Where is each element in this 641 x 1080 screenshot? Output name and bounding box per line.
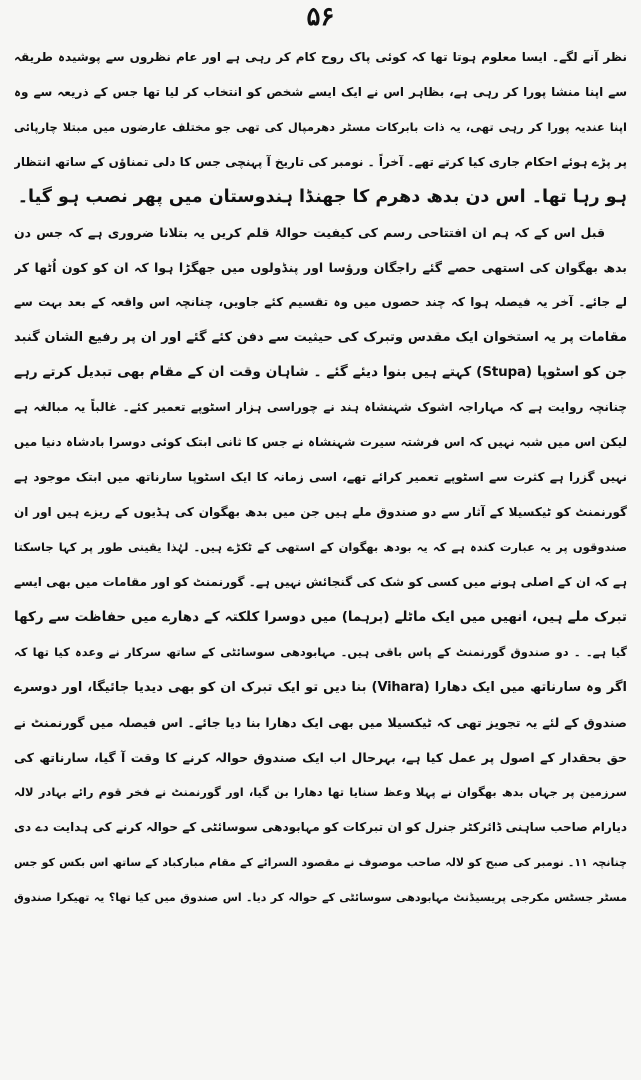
- text-line: صندوقوں پر یہ عبارت کندہ ہے کہ یہ بودھ بھگوان کے استھی کے ٹکڑے ہیں۔ لہٰذا یقینی طور پر کہا جاسکتا: [14, 540, 627, 554]
- text-line: چنانچہ روایت ہے کہ مہاراجہ اشوک شہنشاہ ہند نے چوراسی ہزار اسٹوپے تعمیر کئے۔ غالباً یہ مبالغہ ہے: [14, 400, 627, 414]
- text-line: جن کو اسٹوپا (Stupa) کہتے ہیں بنوا دیئے گئے ۔ شاہان وقت ان کے مقام بھی تبدیل کرتے رہے: [14, 364, 627, 380]
- text-line: گورنمنٹ کو ٹیکسیلا کے آثار سے دو صندوق ملے ہیں جن میں بدھ بھگوان کی ہڈیوں کے ریزے ہیں اور ان: [14, 505, 627, 519]
- text-line: مقامات پر یہ استخوان ایک مقدس وتبرک کی حیثیت سے دفن کئے گئے اور ان پر رفیع الشان گنبد: [14, 330, 627, 345]
- text-line: تبرک ملے ہیں، انھیں میں ایک ماٹلے (برہما) میں دوسرا کلکتہ کے دھارے میں حفاظت سے رکھا: [14, 609, 627, 625]
- text-line: صندوق کے لئے یہ تجویز تھی کہ ٹیکسیلا میں بھی ایک دھارا بنا دیا جائے۔ اس فیصلہ میں گورنمنٹ نے: [14, 715, 627, 730]
- text-line: دیارام صاحب ساہنی ڈائرکٹر جنرل کو ان تبرکات کو مہابودھی سوسائٹی کے حوالہ کرنے کی ہدایت دے دی: [14, 820, 627, 834]
- text-line: اپنا عندیہ پورا کر رہی تھی، یہ ذات بابرکات مسٹر دھرمپال کی تھی جو مختلف عارضوں میں مبتلا چارپائی: [14, 120, 627, 134]
- text-line: چنانچہ ۱۱۔ نومبر کی صبح کو لالہ صاحب موصوف نے مقصود السرائے کے مقام مبارکباد کے ساتھ اس بکس کو جس: [14, 856, 627, 869]
- text-line: لیکن اس میں شبہ نہیں کہ اس فرشتہ سیرت شہنشاہ نے جس کا ثانی ابتک کوئی دوسرا بادشاہ دنیا میں: [14, 435, 627, 449]
- text-line: اگر وہ سارناتھ میں ایک دھارا (Vihara) بنا دیں تو ایک تبرک ان کو بھی دیدیا جائیگا، اور دوسرے: [14, 680, 627, 695]
- text-line: سے اپنا منشا پورا کر رہی ہے، بظاہر اس نے ایک ایسے شخص کو انتخاب کر لیا تھا جس کے ذریعہ سے وہ: [14, 85, 627, 99]
- text-line: ہو رہا تھا۔ اس دن بدھ دھرم کا جھنڈا ہندوستان میں پھر نصب ہو گیا۔: [17, 187, 627, 207]
- text-line: مسٹر جسٹس مکرجی پریسیڈنٹ مہابودھی سوسائٹی کے حوالہ کر دیا۔ اس صندوق میں کیا تھا؟ یہ تھیکرا صندوق: [14, 891, 627, 904]
- body-text: [14, 40, 627, 915]
- text-line: گیا ہے۔ ۔ دو صندوق گورنمنٹ کے پاس باقی ہیں۔ مہابودھی سوسائٹی کے ساتھ سرکار نے وعدہ کیا تھا کہ: [14, 645, 627, 659]
- text-line: ہے کہ ان کے اصلی ہونے میں کسی کو شک کی گنجائش نہیں ہے۔ گورنمنٹ کو اور مقامات میں بھی ایسے: [14, 575, 627, 589]
- text-line: لے جائے۔ آخر یہ فیصلہ ہوا کہ چند حصوں میں وہ تقسیم کئے جاویں، چنانچہ اس واقعہ کے بعد بہت سے: [14, 295, 627, 309]
- text-line: سرزمین پر جہاں بدھ بھگوان نے پہلا وعظ سنایا تھا دھارا بن گیا، اور گورنمنٹ نے فخر قوم رائے بہادر لالہ: [14, 785, 627, 799]
- text-line: حق بحقدار کے اصول پر عمل کیا ہے، بہرحال اب ایک صندوق حوالہ کرنے کا وقت آ گیا، سارناتھ کی: [14, 750, 627, 765]
- text-line: بدھ بھگوان کی استھی حصے گئے راجگان ورؤسا اور پنڈولوں میں جھگڑا ہوا کہ ان کو کون اُٹھا کر: [14, 260, 627, 275]
- page-number: ۵۶: [306, 2, 335, 32]
- text-line: نہیں گزرا ہے کثرت سے اسٹوپے تعمیر کرائے تھے، اسی زمانہ کا ایک اسٹوپا سارناتھ میں ابتک موجود ہے: [14, 470, 627, 484]
- text-line: قبل اس کے کہ ہم ان افتتاحی رسم کی کیفیت حوالۂ قلم کریں یہ بتلانا ضروری ہے کہ جس دن: [14, 225, 605, 240]
- text-line: پر پڑے ہوئے احکام جاری کیا کرتے تھے۔ آخراً ۔ نومبر کی تاریخ آ پہنچی جس کا دلی تمناؤں کے ساتھ انتظار: [14, 155, 627, 169]
- text-line: نظر آنے لگے۔ ایسا معلوم ہوتا تھا کہ کوئی پاک روح کام کر رہی ہے اور عام نظروں سے پوشیدہ طریقہ: [14, 50, 627, 64]
